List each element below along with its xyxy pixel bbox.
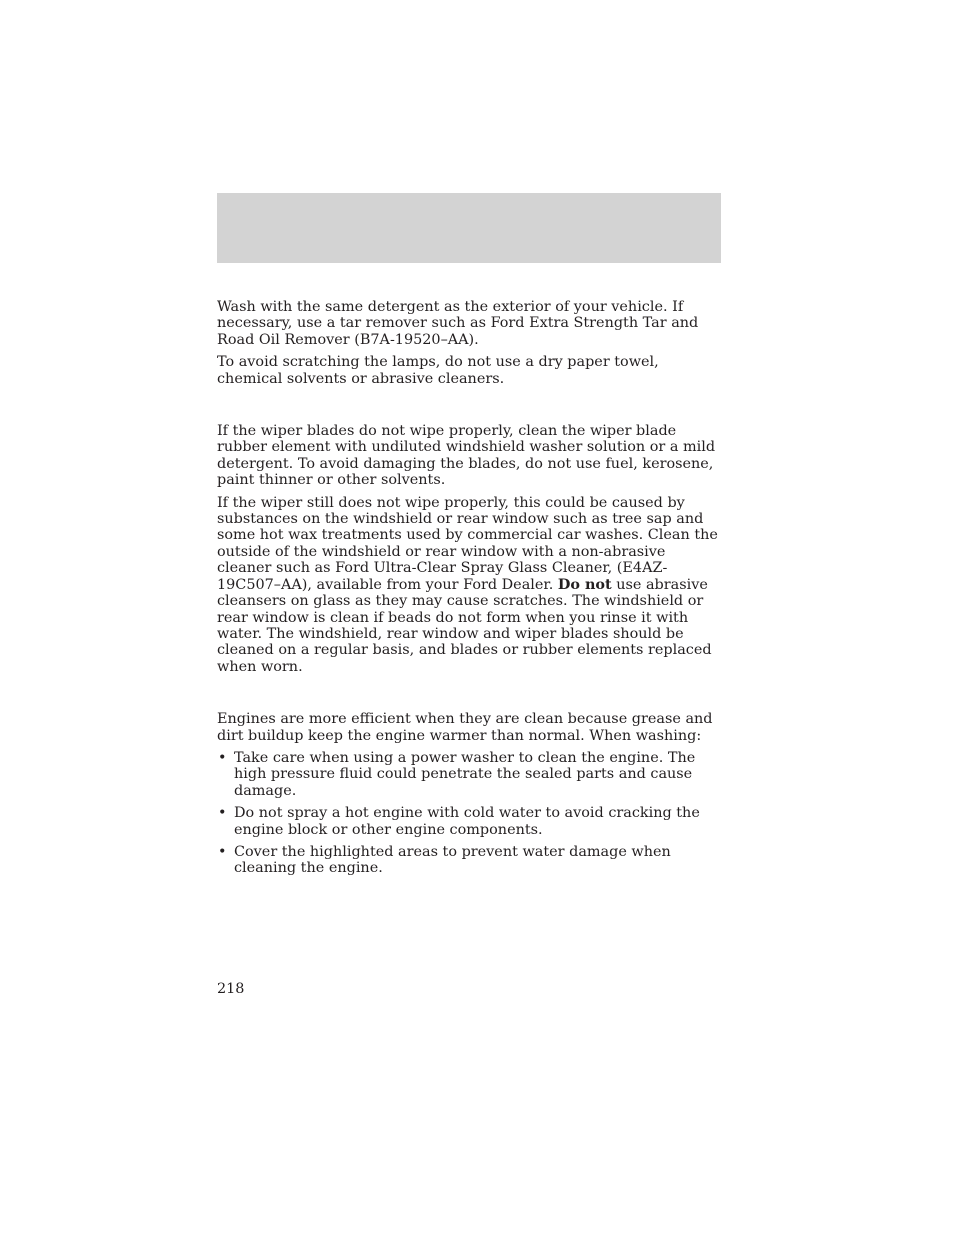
lamps-paragraph-1: Wash with the same detergent as the exterior of your vehicle. If necessary, use a tar remover such as Ford Extra Strength Tar and Road Oil Remover (B7A-19520–AA). bbox=[217, 299, 699, 348]
list-item bbox=[217, 844, 723, 877]
engine-intro-paragraph: Engines are more efficient when they are clean because grease and dirt buildup keep the engine warmer than normal. When washing: bbox=[217, 711, 713, 744]
list-item-text: Do not spray a hot engine with cold water to avoid cracking the engine block or other engine components. bbox=[234, 805, 700, 838]
bullet-icon: • bbox=[218, 749, 227, 766]
page-content bbox=[217, 299, 723, 877]
page-number: 218 bbox=[217, 981, 245, 997]
list-item bbox=[217, 750, 723, 799]
wipers-paragraph-2-end: use abrasive cleansers on glass as they may cause scratches. The windshield or rear window is clean if beads do not form when you rinse it with water. The windshield, rear window and wiper blades should be cleaned on a regular basis, and blades or rubber elements replaced when worn. bbox=[217, 576, 712, 675]
wipers-paragraph-2-start: If the wiper still does not wipe properly, this could be caused by substances on the windshield or rear window such as tree sap and some hot wax treatments used by commercial car washes. Clean the outside of the windshield or rear window with a non-abrasive cleaner such as Ford Ultra-Clear Spray Glass Cleaner, (E4AZ-19C507–AA), available from your Ford Dealer. bbox=[217, 494, 718, 593]
list-item-text: Cover the highlighted areas to prevent water damage when cleaning the engine. bbox=[234, 843, 671, 877]
wipers-paragraph-1: If the wiper blades do not wipe properly, clean the wiper blade rubber element with undiluted windshield washer solution or a mild detergent. To avoid damaging the blades, do not use fuel, kerosene, paint thinner or other solvents. bbox=[217, 423, 716, 489]
lamps-paragraph-2: To avoid scratching the lamps, do not use a dry paper towel, chemical solvents or abrasive cleaners. bbox=[217, 354, 659, 387]
bullet-icon: • bbox=[218, 805, 227, 822]
do-not-emphasis: Do not bbox=[557, 575, 612, 593]
bullet-icon: • bbox=[218, 843, 227, 860]
engine-washing-list bbox=[217, 750, 723, 877]
list-item-text: Take care when using a power washer to clean the engine. The high pressure fluid could penetrate the sealed parts and cause damage. bbox=[234, 749, 696, 799]
section-header-band bbox=[217, 193, 721, 263]
list-item bbox=[217, 805, 723, 838]
wipers-paragraph-2 bbox=[217, 495, 723, 675]
